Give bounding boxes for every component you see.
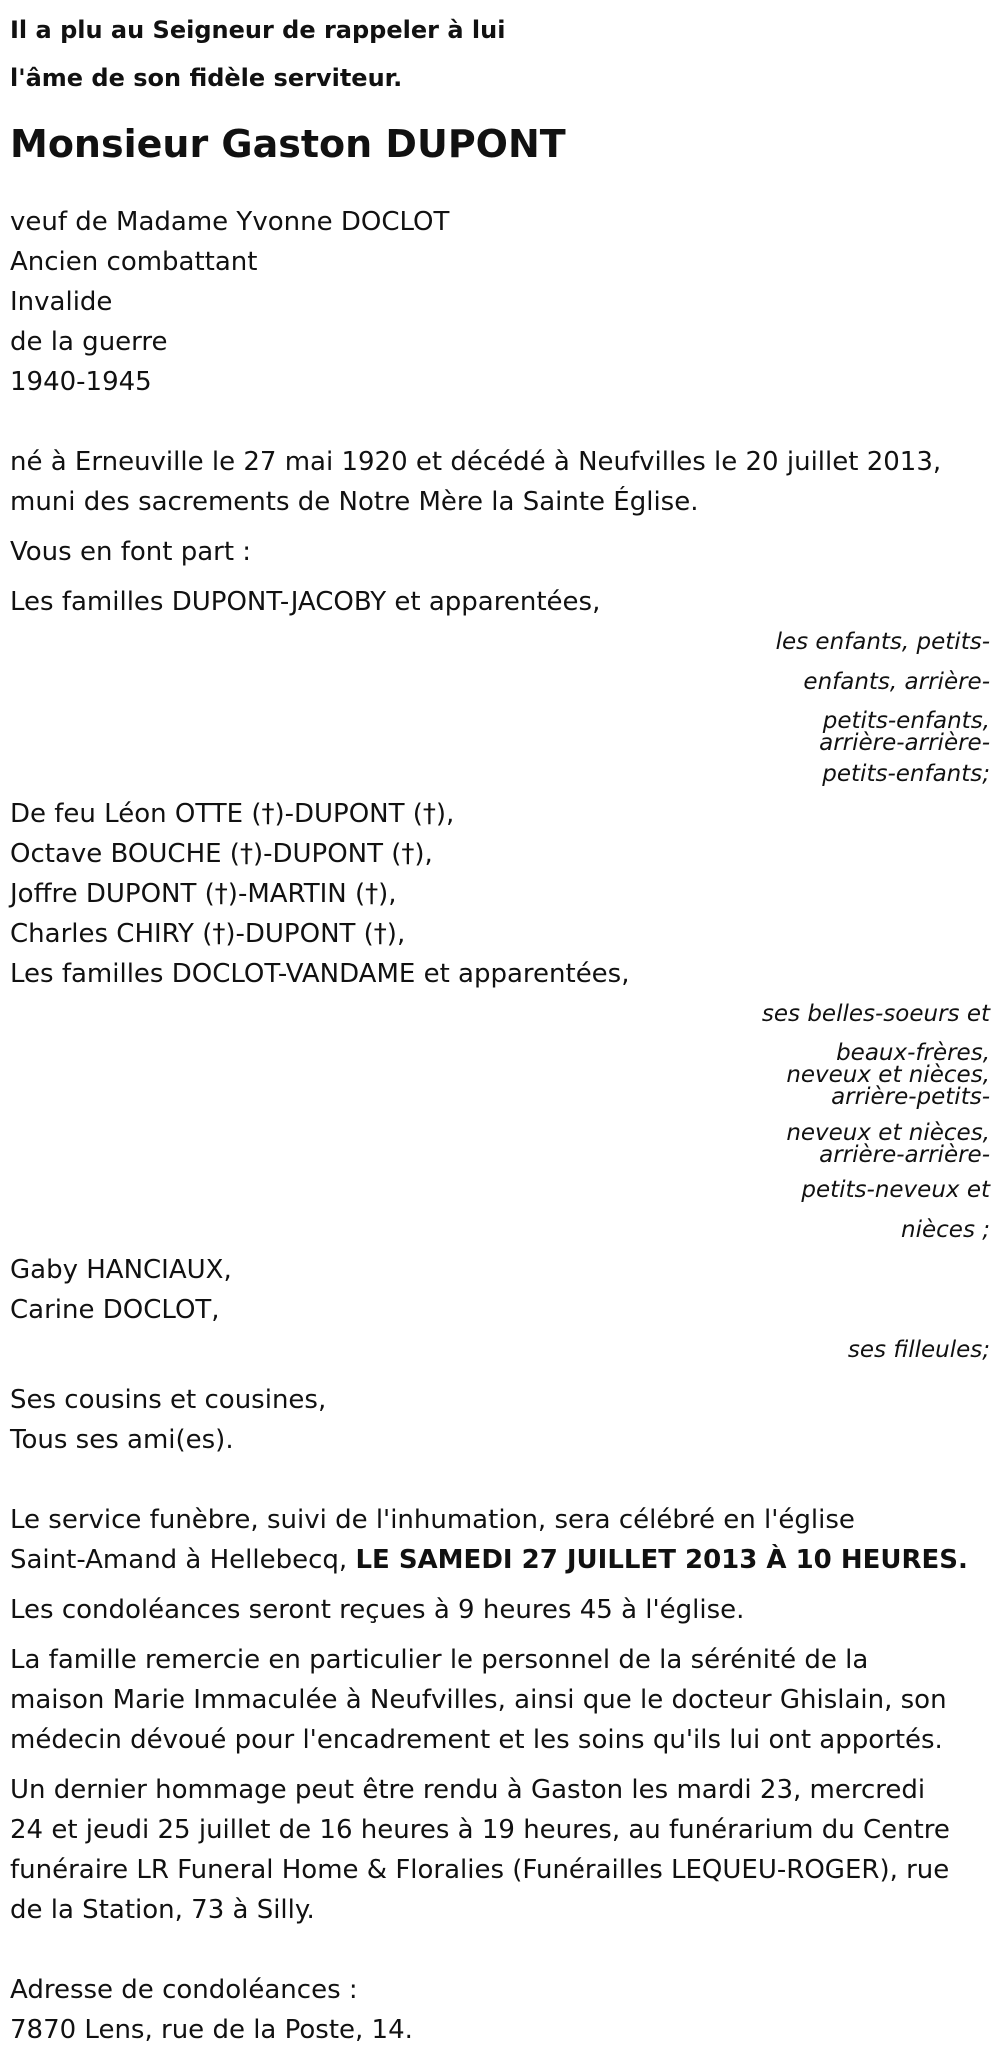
- family-name-line: De feu Léon OTTE (†)-DUPONT (†),: [10, 799, 455, 829]
- family-name-line: Carine DOCLOT,: [10, 1295, 220, 1325]
- condolences-time: [10, 1590, 1000, 1630]
- thanks: [10, 1640, 1000, 1760]
- family-group-2: [10, 794, 1000, 1250]
- thanks-line: médecin dévoué pour l'encadrement et les soins qu'ils lui ont apportés.: [10, 1725, 943, 1755]
- tribute-line: 24 et jeudi 25 juillet de 16 heures à 19 heures, au funérarium du Centre: [10, 1815, 950, 1845]
- intro-line: l'âme de son fidèle serviteur.: [10, 64, 403, 92]
- relation-line: arrière-petits-: [831, 1084, 990, 1110]
- family-relation: [740, 622, 990, 794]
- service-date: LE SAMEDI 27 JUILLET 2013 À 10 HEURES.: [355, 1545, 968, 1575]
- family-group-1: [10, 582, 1000, 794]
- relation-line: beaux-frères,: [836, 1040, 990, 1066]
- tribute-line: Un dernier hommage peut être rendu à Gaston les mardi 23, mercredi: [10, 1775, 926, 1805]
- address-value: 7870 Lens, rue de la Poste, 14.: [10, 2015, 413, 2045]
- service: [10, 1500, 1000, 1580]
- tribute-line: funéraire LR Funeral Home & Floralies (Funérailles LEQUEU-ROGER), rue: [10, 1855, 950, 1885]
- family-name-line: Joffre DUPONT (†)-MARTIN (†),: [10, 879, 397, 909]
- announce-text: Vous en font part :: [10, 537, 252, 567]
- relation-line: les enfants, petits-: [775, 629, 990, 655]
- condolences-time-text: Les condoléances seront reçues à 9 heures 45 à l'église.: [10, 1595, 745, 1625]
- relation-line: petits-enfants,: [822, 708, 990, 734]
- quality-line: veuf de Madame Yvonne DOCLOT: [10, 207, 450, 237]
- address-label: Adresse de condoléances :: [10, 1975, 358, 2005]
- relation-line: ses belles-soeurs et: [761, 1001, 990, 1027]
- relation-line: arrière-arrière-: [819, 730, 990, 756]
- family-name-line: Octave BOUCHE (†)-DUPONT (†),: [10, 839, 433, 869]
- birth-death-line: muni des sacrements de Notre Mère la Sainte Église.: [10, 487, 699, 517]
- thanks-line: La famille remercie en particulier le personnel de la sérénité de la: [10, 1645, 869, 1675]
- relation-line: enfants, arrière-: [803, 669, 990, 695]
- family-name-line: Gaby HANCIAUX,: [10, 1255, 232, 1285]
- family-relation: [740, 1330, 990, 1370]
- quality-line: 1940-1945: [10, 367, 152, 397]
- address: [10, 1970, 1000, 2050]
- cousins: [10, 1380, 1000, 1460]
- relation-line: arrière-arrière-: [819, 1142, 990, 1168]
- cousins-line: Tous ses ami(es).: [10, 1425, 234, 1455]
- birth-death-line: né à Erneuville le 27 mai 1920 et décédé à Neufvilles le 20 juillet 2013,: [10, 447, 942, 477]
- service-line: Le service funèbre, suivi de l'inhumation, sera célébré en l'église: [10, 1505, 855, 1535]
- quality-line: Ancien combattant: [10, 247, 258, 277]
- relation-line: petits-neveux et: [801, 1177, 990, 1203]
- family-name-line: Charles CHIRY (†)-DUPONT (†),: [10, 919, 406, 949]
- relation-line: ses filleules;: [847, 1337, 990, 1363]
- quality-line: de la guerre: [10, 327, 168, 357]
- family-name-line: Les familles DOCLOT-VANDAME et apparentées,: [10, 959, 630, 989]
- relation-line: neveux et nièces,: [786, 1120, 990, 1146]
- intro-text: [10, 0, 1000, 102]
- relation-line: neveux et nièces,: [786, 1062, 990, 1088]
- thanks-line: maison Marie Immaculée à Neufvilles, ainsi que le docteur Ghislain, son: [10, 1685, 947, 1715]
- qualities: [10, 202, 1000, 402]
- intro-line: Il a plu au Seigneur de rappeler à lui: [10, 16, 506, 44]
- family-name-line: Les familles DUPONT-JACOBY et apparentées,: [10, 587, 601, 617]
- relation-line: petits-enfants;: [822, 761, 990, 787]
- quality-line: Invalide: [10, 287, 113, 317]
- family-group-3: [10, 1250, 1000, 1370]
- family-relation: [740, 994, 990, 1250]
- relation-line: nièces ;: [901, 1217, 990, 1243]
- service-location: Saint-Amand à Hellebecq,: [10, 1545, 356, 1575]
- announce: [10, 532, 1000, 572]
- tribute-line: de la Station, 73 à Silly.: [10, 1895, 315, 1925]
- service-line: [10, 1540, 1000, 1580]
- tribute: [10, 1770, 1000, 1930]
- birth-death: [10, 442, 1000, 522]
- cousins-line: Ses cousins et cousines,: [10, 1385, 327, 1415]
- deceased-name: Monsieur Gaston DUPONT: [10, 122, 566, 166]
